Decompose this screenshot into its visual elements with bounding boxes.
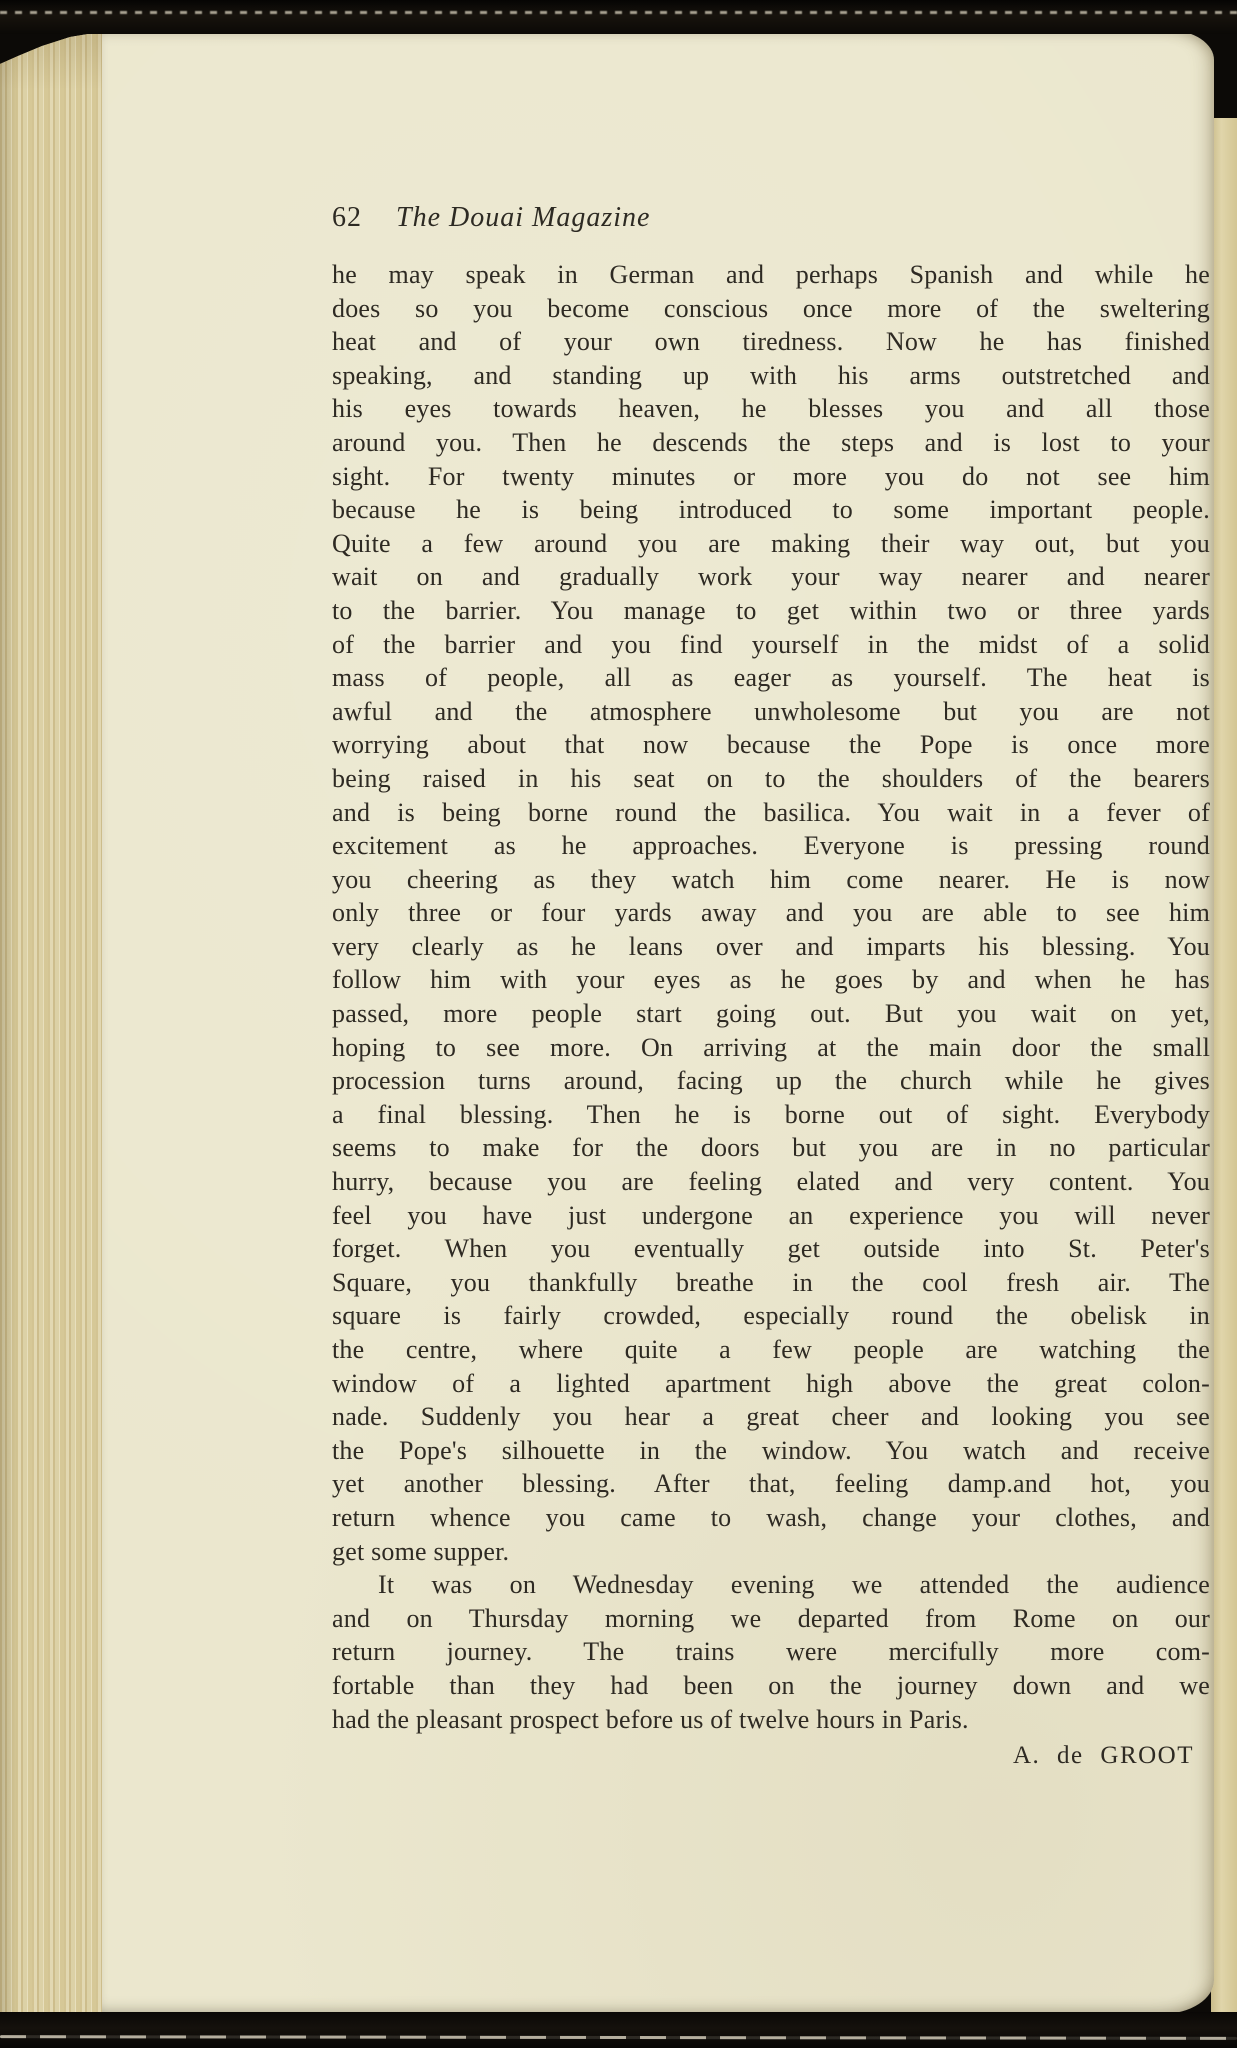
text-line: and is being borne round the basilica. You wait in a fever of [332,797,1210,827]
text-line: and on Thursday morning we departed from Rome on our [332,1603,1210,1633]
text-line: hurry, because you are feeling elated and very content. You [332,1167,1210,1197]
text-line: he may speak in German and perhaps Spanish and while he [332,260,1210,289]
text-line: had the pleasant prospect before us of twelve hours in Paris. [332,1704,969,1734]
author-signature: A. de GROOT [1012,1742,1194,1769]
text-line: wait on and gradually work your way nearer and nearer [332,562,1210,592]
text-line: fortable than they had been on the journey down and we [332,1670,1210,1700]
text-line: return journey. The trains were mercifully more com- [332,1637,1210,1667]
text-line: forget. When you eventually get outside into St. Peter's [332,1234,1210,1264]
text-line: the centre, where quite a few people are watching the [332,1335,1210,1364]
text-line: worrying about that now because the Pope is once more [332,730,1210,760]
text-line: excitement as he approaches. Everyone is pressing round [332,831,1210,861]
text-line: very clearly as he leans over and imparts his blessing. You [332,931,1210,961]
text-line: mass of people, all as eager as yourself. The heat is [332,663,1210,693]
text-line: yet another blessing. After that, feeling damp.and hot, you [332,1469,1210,1499]
text-line: awful and the atmosphere unwholesome but you are not [332,696,1210,726]
text-line: nade. Suddenly you hear a great cheer and looking you see [332,1402,1210,1432]
text-line: seems to make for the doors but you are in no particular [332,1133,1210,1163]
text-line: return whence you came to wash, change your clothes, and [332,1502,1210,1532]
text-line: because he is being introduced to some important people. [332,495,1210,525]
page-number: 62 [332,202,362,233]
running-head [332,202,650,242]
text-line: procession turns around, facing up the church while he gives [332,1066,1210,1096]
text-line: speaking, and standing up with his arms outstretched and [332,360,1210,390]
text-line: sight. For twenty minutes or more you do not see him [332,461,1210,491]
text-line: being raised in his seat on to the shoulders of the bearers [332,763,1210,793]
text-line: around you. Then he descends the steps and is lost to your [332,427,1210,457]
text-line: feel you have just undergone an experience you will never [332,1200,1210,1230]
book-page [102,30,1214,2014]
book-cover-bottom-edge [0,2012,1237,2048]
text-line: a final blessing. Then he is borne out of sight. Everybody [332,1099,1210,1129]
text-line: hoping to see more. On arriving at the main door the small [332,1032,1210,1062]
text-line: to the barrier. You manage to get within two or three yards [332,595,1210,625]
text-line: get some supper. [332,1536,510,1566]
stacked-page-edges-right [1211,118,1237,2018]
magazine-title: The Douai Magazine [396,202,651,233]
text-line: you cheering as they watch him come nearer. He is now [332,864,1210,894]
text-line: follow him with your eyes as he goes by and when he has [332,965,1210,995]
text-line: Quite a few around you are making their way out, but you [332,528,1210,558]
text-line: his eyes towards heaven, he blesses you and all those [332,394,1210,424]
text-line: heat and of your own tiredness. Now he has finished [332,327,1210,357]
stacked-page-edges-left [0,30,112,2028]
text-line: passed, more people start going out. But you wait on yet, [332,999,1210,1029]
text-line: square is fairly crowded, especially round the obelisk in [332,1301,1210,1331]
text-line: only three or four yards away and you are able to see him [332,898,1210,928]
text-line: Square, you thankfully breathe in the cool fresh air. The [332,1267,1210,1297]
text-line: of the barrier and you find yourself in the midst of a solid [332,629,1210,659]
text-line: window of a lighted apartment high above the great colon- [332,1368,1210,1398]
text-line: It was on Wednesday evening we attended the audience [378,1570,1210,1600]
text-line: the Pope's silhouette in the window. You watch and receive [332,1435,1210,1465]
book-cover-top-edge [0,0,1237,34]
body-text [332,258,1210,1736]
text-line: does so you become conscious once more of the sweltering [332,293,1210,323]
